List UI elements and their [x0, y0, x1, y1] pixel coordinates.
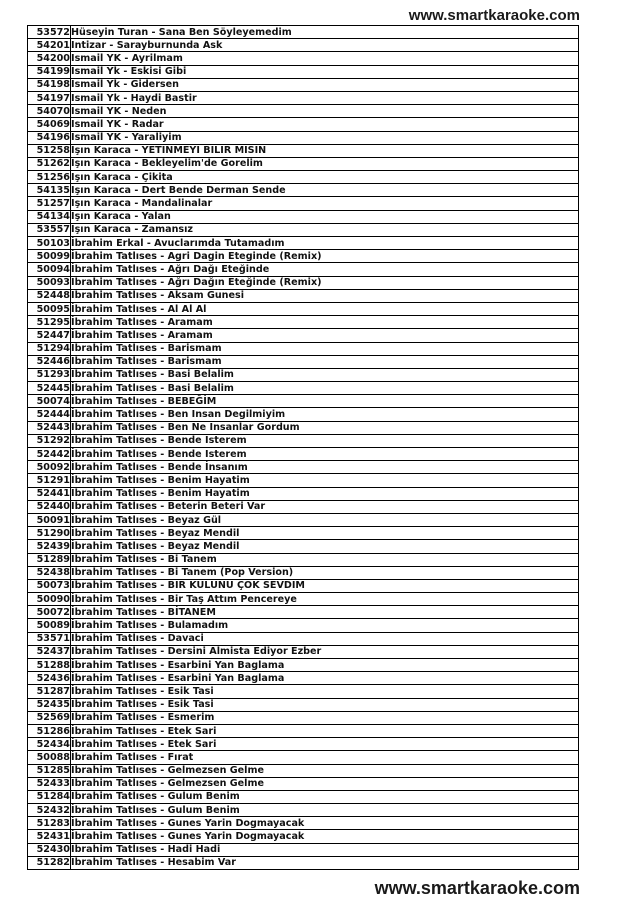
song-title: İbrahim Tatlıses - Bende Isterem — [71, 434, 579, 447]
song-code: 54196 — [28, 131, 71, 144]
song-title: Işın Karaca - Yalan — [71, 210, 579, 223]
song-title: Hüseyin Turan - Sana Ben Söyleyemedim — [71, 26, 579, 39]
song-row — [28, 527, 579, 540]
song-title: İbrahim Tatlıses - Bi Tanem — [71, 553, 579, 566]
song-title: İbrahim Tatlıses - Barismam — [71, 342, 579, 355]
song-title: Ismail Yk - Gidersen — [71, 78, 579, 91]
song-code: 50088 — [28, 751, 71, 764]
song-code: 54135 — [28, 184, 71, 197]
song-row — [28, 171, 579, 184]
song-code: 52445 — [28, 382, 71, 395]
song-title: İbrahim Tatlıses - BEBEĞİM — [71, 395, 579, 408]
song-title: İbrahim Tatlıses - Gelmezsen Gelme — [71, 777, 579, 790]
song-title: İbrahim Tatlıses - Gulum Benim — [71, 804, 579, 817]
song-code: 52436 — [28, 672, 71, 685]
song-row — [28, 790, 579, 803]
song-row — [28, 237, 579, 250]
song-title: İbrahim Erkal - Avuclarımda Tutamadım — [71, 237, 579, 250]
song-title: İbrahim Tatlıses - Etek Sari — [71, 738, 579, 751]
song-code: 51284 — [28, 790, 71, 803]
song-code: 52443 — [28, 421, 71, 434]
song-title: Ismail YK - Ayrilmam — [71, 52, 579, 65]
song-row — [28, 210, 579, 223]
song-title: İbrahim Tatlıses - Fırat — [71, 751, 579, 764]
song-row — [28, 579, 579, 592]
song-title: İbrahim Tatlıses - Hadi Hadi — [71, 843, 579, 856]
site-footer-url: www.smartkaraoke.com — [374, 878, 580, 898]
song-title: İbrahim Tatlıses - Esarbini Yan Baglama — [71, 672, 579, 685]
song-row — [28, 685, 579, 698]
song-row — [28, 395, 579, 408]
song-code: 51283 — [28, 817, 71, 830]
song-row — [28, 659, 579, 672]
song-title: İbrahim Tatlıses - Beyaz Mendil — [71, 540, 579, 553]
song-row — [28, 817, 579, 830]
song-row — [28, 421, 579, 434]
song-row — [28, 276, 579, 289]
song-code: 52435 — [28, 698, 71, 711]
song-title: İbrahim Tatlıses - Dersini Almista Ediyor Ezber — [71, 645, 579, 658]
song-code: 52444 — [28, 408, 71, 421]
song-code: 54200 — [28, 52, 71, 65]
song-code: 51289 — [28, 553, 71, 566]
song-row — [28, 593, 579, 606]
song-row — [28, 184, 579, 197]
song-code: 52446 — [28, 355, 71, 368]
song-title: İbrahim Tatlıses - Aramam — [71, 329, 579, 342]
song-title: İbrahim Tatlıses - BİR KULUNU ÇOK SEVDİM — [71, 579, 579, 592]
song-code: 50072 — [28, 606, 71, 619]
song-code: 52434 — [28, 738, 71, 751]
song-title: Işın Karaca - Çikita — [71, 171, 579, 184]
song-row — [28, 764, 579, 777]
song-title: İbrahim Tatlıses - Aramam — [71, 316, 579, 329]
song-code: 50099 — [28, 250, 71, 263]
song-title: İbrahim Tatlıses - Aksam Gunesi — [71, 289, 579, 302]
song-row — [28, 329, 579, 342]
song-code: 51286 — [28, 724, 71, 737]
song-row — [28, 118, 579, 131]
song-row — [28, 342, 579, 355]
song-title: İbrahim Tatlıses - Ben Ne Insanlar Gordum — [71, 421, 579, 434]
song-row — [28, 698, 579, 711]
song-title: İbrahim Tatlıses - Bende İnsanım — [71, 461, 579, 474]
song-row — [28, 39, 579, 52]
song-row — [28, 711, 579, 724]
song-code: 50074 — [28, 395, 71, 408]
song-code: 51285 — [28, 764, 71, 777]
song-code: 54198 — [28, 78, 71, 91]
song-title: Ismail YK - Yaraliyim — [71, 131, 579, 144]
song-code: 51256 — [28, 171, 71, 184]
song-code: 52438 — [28, 566, 71, 579]
song-row — [28, 632, 579, 645]
song-code: 52569 — [28, 711, 71, 724]
song-title: Işın Karaca - Zamansız — [71, 223, 579, 236]
song-code: 54197 — [28, 91, 71, 104]
song-title: İbrahim Tatlıses - Barismam — [71, 355, 579, 368]
song-code: 51295 — [28, 316, 71, 329]
song-row — [28, 830, 579, 843]
song-code: 51293 — [28, 368, 71, 381]
song-code: 52431 — [28, 830, 71, 843]
song-title: İbrahim Tatlıses - Bir Taş Attım Pencereye — [71, 593, 579, 606]
song-code: 54134 — [28, 210, 71, 223]
song-title: Işın Karaca - YETİNMEYİ BİLİR MİSİN — [71, 144, 579, 157]
site-header-url: www.smartkaraoke.com — [408, 7, 580, 24]
song-title: İbrahim Tatlıses - Gelmezsen Gelme — [71, 764, 579, 777]
song-title: İbrahim Tatlıses - Ağrı Dağın Eteğinde (Remix) — [71, 276, 579, 289]
song-row — [28, 487, 579, 500]
song-title: İbrahim Tatlıses - Gulum Benim — [71, 790, 579, 803]
song-code: 52439 — [28, 540, 71, 553]
song-code: 51292 — [28, 434, 71, 447]
song-row — [28, 566, 579, 579]
song-row — [28, 131, 579, 144]
song-row — [28, 78, 579, 91]
song-code: 50089 — [28, 619, 71, 632]
song-code: 51291 — [28, 474, 71, 487]
song-title: İbrahim Tatlıses - Esik Tasi — [71, 698, 579, 711]
song-code: 51258 — [28, 144, 71, 157]
song-code: 52447 — [28, 329, 71, 342]
song-code: 50091 — [28, 513, 71, 526]
song-title: İbrahim Tatlıses - Bi Tanem (Pop Version) — [71, 566, 579, 579]
song-code: 50093 — [28, 276, 71, 289]
song-row — [28, 26, 579, 39]
song-title: İbrahim Tatlıses - Agri Dagin Eteginde (Remix) — [71, 250, 579, 263]
song-row — [28, 553, 579, 566]
song-code: 52440 — [28, 500, 71, 513]
song-code: 52437 — [28, 645, 71, 658]
song-row — [28, 316, 579, 329]
song-row — [28, 91, 579, 104]
song-code: 51257 — [28, 197, 71, 210]
song-title: İbrahim Tatlıses - Gunes Yarin Dogmayacak — [71, 817, 579, 830]
song-row — [28, 144, 579, 157]
song-title: İbrahim Tatlıses - Basi Belalim — [71, 382, 579, 395]
song-title: İbrahim Tatlıses - Benim Hayatim — [71, 474, 579, 487]
song-row — [28, 474, 579, 487]
song-row — [28, 540, 579, 553]
song-title: İbrahim Tatlıses - Beyaz Gül — [71, 513, 579, 526]
song-title: İbrahim Tatlıses - Ben Insan Degilmiyim — [71, 408, 579, 421]
song-title: Işın Karaca - Bekleyelim'de Gorelim — [71, 157, 579, 170]
song-code: 50073 — [28, 579, 71, 592]
song-title: İbrahim Tatlıses - Basi Belalim — [71, 368, 579, 381]
song-row — [28, 289, 579, 302]
song-code: 53557 — [28, 223, 71, 236]
song-code: 50092 — [28, 461, 71, 474]
song-row — [28, 843, 579, 856]
song-row — [28, 223, 579, 236]
song-code: 51288 — [28, 659, 71, 672]
song-code: 54069 — [28, 118, 71, 131]
song-code: 51262 — [28, 157, 71, 170]
song-row — [28, 52, 579, 65]
song-code: 54199 — [28, 65, 71, 78]
song-row — [28, 500, 579, 513]
song-row — [28, 606, 579, 619]
song-code: 54070 — [28, 105, 71, 118]
song-code: 52441 — [28, 487, 71, 500]
song-title: İbrahim Tatlıses - Beyaz Mendil — [71, 527, 579, 540]
song-title: İbrahim Tatlıses - Gunes Yarin Dogmayacak — [71, 830, 579, 843]
song-code: 51290 — [28, 527, 71, 540]
song-row — [28, 724, 579, 737]
song-code: 50095 — [28, 302, 71, 315]
song-code: 52430 — [28, 843, 71, 856]
song-code: 51282 — [28, 856, 71, 869]
song-code: 51294 — [28, 342, 71, 355]
song-title: İbrahim Tatlıses - Al Al Al — [71, 302, 579, 315]
song-row — [28, 856, 579, 869]
song-row — [28, 513, 579, 526]
song-row — [28, 302, 579, 315]
song-title: Ismail YK - Radar — [71, 118, 579, 131]
song-title: İbrahim Tatlıses - Benim Hayatim — [71, 487, 579, 500]
song-title: Intizar - Sarayburnunda Ask — [71, 39, 579, 52]
song-code: 50094 — [28, 263, 71, 276]
song-code: 52448 — [28, 289, 71, 302]
song-title: Işın Karaca - Dert Bende Derman Sende — [71, 184, 579, 197]
song-title: İbrahim Tatlıses - Bende Isterem — [71, 448, 579, 461]
song-row — [28, 263, 579, 276]
song-row — [28, 355, 579, 368]
song-code: 52433 — [28, 777, 71, 790]
song-row — [28, 250, 579, 263]
song-list-table — [27, 25, 579, 870]
song-title: İbrahim Tatlıses - Davaci — [71, 632, 579, 645]
song-code: 53572 — [28, 26, 71, 39]
song-row — [28, 751, 579, 764]
song-title: İbrahim Tatlıses - Ağrı Dağı Eteğinde — [71, 263, 579, 276]
song-title: Ismail YK - Neden — [71, 105, 579, 118]
song-title: İbrahim Tatlıses - BİTANEM — [71, 606, 579, 619]
song-list-body — [28, 26, 579, 870]
song-code: 51287 — [28, 685, 71, 698]
song-row — [28, 645, 579, 658]
song-row — [28, 804, 579, 817]
song-code: 50090 — [28, 593, 71, 606]
song-row — [28, 368, 579, 381]
song-code: 54201 — [28, 39, 71, 52]
song-row — [28, 197, 579, 210]
song-row — [28, 738, 579, 751]
song-title: İbrahim Tatlıses - Hesabim Var — [71, 856, 579, 869]
song-row — [28, 65, 579, 78]
song-code: 52432 — [28, 804, 71, 817]
song-title: İbrahim Tatlıses - Esmerim — [71, 711, 579, 724]
song-title: İbrahim Tatlıses - Beterin Beteri Var — [71, 500, 579, 513]
song-title: Ismail Yk - Haydi Bastir — [71, 91, 579, 104]
song-row — [28, 672, 579, 685]
song-title: İbrahim Tatlıses - Bulamadım — [71, 619, 579, 632]
song-row — [28, 382, 579, 395]
song-row — [28, 777, 579, 790]
song-row — [28, 448, 579, 461]
song-code: 52442 — [28, 448, 71, 461]
song-title: İbrahim Tatlıses - Esik Tasi — [71, 685, 579, 698]
song-row — [28, 461, 579, 474]
song-title: İbrahim Tatlıses - Esarbini Yan Baglama — [71, 659, 579, 672]
song-row — [28, 619, 579, 632]
song-row — [28, 434, 579, 447]
song-title: Işın Karaca - Mandalinalar — [71, 197, 579, 210]
song-title: Ismail Yk - Eskisi Gibi — [71, 65, 579, 78]
song-row — [28, 105, 579, 118]
song-title: İbrahim Tatlıses - Etek Sari — [71, 724, 579, 737]
song-row — [28, 157, 579, 170]
song-code: 53571 — [28, 632, 71, 645]
song-row — [28, 408, 579, 421]
song-code: 50103 — [28, 237, 71, 250]
